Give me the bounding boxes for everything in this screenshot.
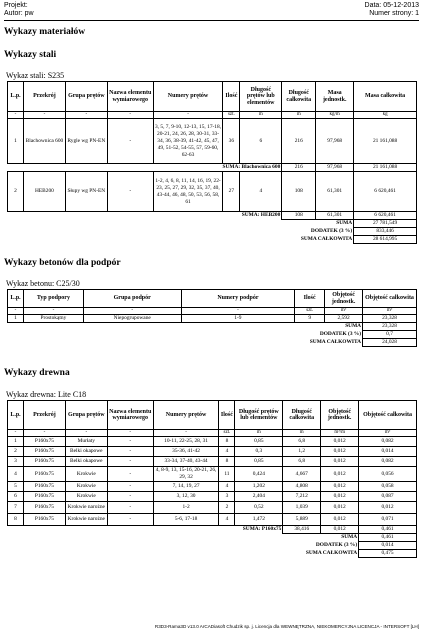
cell-unit-volume: 0,012: [321, 467, 359, 482]
cell-bars: 3, 12, 30: [153, 492, 219, 502]
unit-cell: -: [65, 430, 107, 437]
cell-name: -: [107, 119, 153, 164]
cell-qty: 2: [219, 502, 235, 514]
subtotal-label: SUMA: Blachownica 600: [222, 164, 281, 170]
cell-section: P160x75: [23, 467, 65, 482]
cell-qty: 27: [223, 172, 240, 212]
cell-name: -: [107, 437, 153, 447]
col-header: Grupa podpór: [83, 290, 181, 308]
author-label: Autor: pw: [4, 10, 34, 17]
table-row: [8, 457, 417, 467]
summary-row: [8, 236, 417, 244]
cell-section: P160x75: [23, 447, 65, 457]
cell-bars: 35-36, 41-42: [153, 447, 219, 457]
cell-qty: 4: [219, 447, 235, 457]
cell-lp: 4: [8, 467, 24, 482]
cell-lp: 5: [8, 482, 24, 492]
col-header: Długość całkowita: [283, 401, 321, 430]
subtotal-unit-mass: 61,301: [316, 212, 354, 220]
col-header: Numery prętów: [153, 82, 223, 112]
cell-total-length: 4,808: [283, 482, 321, 492]
unit-cell: m³: [325, 308, 363, 315]
cell-total-length: 1,039: [283, 502, 321, 514]
cell-volume: 0,056: [359, 467, 417, 482]
cell-unit-volume: 0,012: [321, 502, 359, 514]
cell-name: -: [107, 467, 153, 482]
col-header: L.p.: [8, 290, 24, 308]
subtotal-row: [8, 164, 417, 172]
unit-cell: m: [240, 112, 282, 119]
unit-cell: kg/m: [316, 112, 354, 119]
wood-title: Wykazy drewna: [4, 368, 70, 378]
summary-row: [8, 339, 417, 347]
unit-cell: szt.: [223, 112, 240, 119]
cell-name: -: [107, 502, 153, 514]
col-header: Długość prętów lub elementów: [235, 401, 283, 430]
cell-qty: 9: [295, 315, 325, 323]
cell-unit-volume: 2,592: [325, 315, 363, 323]
unit-cell: -: [107, 430, 153, 437]
date-label: Data: 05-12-2013: [364, 2, 419, 9]
col-header: Numery prętów: [153, 401, 219, 430]
steel-title: Wykazy stali: [4, 50, 57, 60]
cell-numbers: 1-9: [181, 315, 295, 323]
summary-label: SUMA CAŁKOWITA: [305, 550, 358, 556]
subtotal-mass: 21 161,088: [354, 164, 417, 172]
subtotal-label: SUMA: HEB200: [241, 212, 281, 219]
subtotal-row: [8, 212, 417, 220]
concrete-caption: Wykaz betonu: C25/30: [6, 279, 80, 288]
wood-caption: Wykaz drewna: Lite C18: [6, 390, 87, 399]
cell-section: P160x75: [23, 457, 65, 467]
cell-bars: 5-6, 17-18: [153, 514, 219, 526]
cell-length: 4: [240, 172, 282, 212]
col-header: Objętość całkowita: [359, 401, 417, 430]
summary-row: [8, 331, 417, 339]
cell-length: 1,202: [235, 482, 283, 492]
col-header: Objętość jednostk.: [325, 290, 363, 308]
table-row: [8, 172, 417, 212]
unit-cell: m³: [363, 308, 417, 315]
col-header: Objętość całkowita: [363, 290, 417, 308]
col-header: Nazwa elementu wymiarowego: [107, 82, 153, 112]
cell-section: Blachownica 600: [23, 119, 65, 164]
cell-length: 0,85: [235, 457, 283, 467]
cell-group: Belki okapowe: [65, 457, 107, 467]
unit-cell: -: [153, 112, 223, 119]
summary-value: 0,475: [359, 550, 417, 558]
unit-cell: -: [23, 430, 65, 437]
cell-qty: 8: [219, 437, 235, 447]
cell-volume: 23,328: [363, 315, 417, 323]
summary-label: SUMA: [341, 534, 358, 541]
cell-lp: 7: [8, 502, 24, 514]
unit-cell: -: [23, 308, 83, 315]
cell-volume: 0,071: [359, 514, 417, 526]
summary-label: SUMA: [345, 323, 362, 330]
cell-length: 0,424: [235, 467, 283, 482]
col-header: Numery podpór: [181, 290, 295, 308]
summary-value: 24,028: [363, 339, 417, 347]
col-header: Ilość: [219, 401, 235, 430]
cell-section: P160x75: [23, 514, 65, 526]
header-divider: [4, 20, 419, 21]
cell-bars: 33-34, 37-40, 43-44: [153, 457, 219, 467]
subtotal-volume: 0,461: [359, 526, 417, 534]
cell-lp: 3: [8, 457, 24, 467]
cell-bars: 1-2: [153, 502, 219, 514]
summary-row: [8, 534, 417, 542]
cell-section: P160x75: [23, 502, 65, 514]
concrete-title: Wykazy betonów dla podpór: [4, 258, 121, 268]
cell-total-length: 7,212: [283, 492, 321, 502]
cell-total-length: 1,2: [283, 447, 321, 457]
cell-qty: 3: [219, 492, 235, 502]
summary-row: [8, 220, 417, 228]
project-label: Projekt:: [4, 2, 28, 9]
cell-name: -: [107, 514, 153, 526]
cell-type: Prostokątny: [23, 315, 83, 323]
cell-name: -: [107, 457, 153, 467]
unit-cell: -: [8, 308, 24, 315]
summary-label: DODATEK (3 %): [310, 228, 353, 234]
page-footer: R3D3-Rama3D v13.0 ArCADiasoft Chudzik sp. j. Licencja dla WEWNĘTRZNA, NIEKOMERCYJNA LICENCJA - INTERSOFT [LH]: [154, 624, 419, 629]
col-header: Długość prętów lub elementów: [240, 82, 282, 112]
cell-length: 0,52: [235, 502, 283, 514]
cell-volume: 0,014: [359, 447, 417, 457]
cell-bars: 1-2, 4, 6, 8, 11, 14, 16, 19, 22-23, 25, 27, 29, 32, 35, 37, 40, 43-44, 46, 48, 50, 53, 56, 58, 61: [153, 172, 223, 212]
cell-group: Rygle wg PN-EN: [65, 119, 107, 164]
cell-group: Krokwie narożne: [65, 502, 107, 514]
subtotal-unit-volume: 0,012: [321, 526, 359, 534]
cell-volume: 0,082: [359, 457, 417, 467]
cell-group: Słupy wg PN-EN: [65, 172, 107, 212]
cell-lp: 1: [8, 315, 24, 323]
col-header: Grupa prętów: [65, 401, 107, 430]
cell-lp: 8: [8, 514, 24, 526]
cell-section: P160x75: [23, 492, 65, 502]
summary-row: [8, 323, 417, 331]
unit-cell: -: [107, 112, 153, 119]
cell-qty: 36: [223, 119, 240, 164]
cell-qty: 8: [219, 457, 235, 467]
table-row: [8, 492, 417, 502]
cell-bars: 3, 5, 7, 9-10, 12-13, 15, 17-18, 20-21, 24, 26, 28, 30-31, 33-34, 36, 38-39, 41-42, 45, 47, 49, 51-52, 54-55, 57, 59-60, 62-63: [153, 119, 223, 164]
unit-cell: m³: [359, 430, 417, 437]
summary-value: 833,446: [354, 228, 417, 236]
unit-cell: -: [23, 112, 65, 119]
unit-cell: m: [283, 430, 321, 437]
cell-name: -: [107, 492, 153, 502]
table-row: [8, 467, 417, 482]
table-row: [8, 482, 417, 492]
summary-label: SUMA CAŁKOWITA: [309, 339, 362, 345]
cell-lp: 2: [8, 172, 24, 212]
summary-label: SUMA CAŁKOWITA: [300, 236, 353, 242]
cell-length: 2,404: [235, 492, 283, 502]
cell-length: 0,3: [235, 447, 283, 457]
cell-unit-volume: 0,012: [321, 482, 359, 492]
table-row: [8, 437, 417, 447]
subtotal-row: [8, 526, 417, 534]
cell-length: 0,85: [235, 437, 283, 447]
cell-unit-volume: 0,012: [321, 492, 359, 502]
cell-group: Murłaty: [65, 437, 107, 447]
unit-cell: -: [8, 430, 24, 437]
summary-value: 0,7: [363, 331, 417, 339]
cell-unit-volume: 0,012: [321, 514, 359, 526]
subtotal-length: 38,416: [283, 526, 321, 534]
cell-qty: 11: [219, 467, 235, 482]
materials-title: Wykazy materiałów: [4, 27, 86, 37]
col-header: Przekrój: [23, 401, 65, 430]
cell-volume: 0,082: [359, 437, 417, 447]
cell-mass: 21 161,088: [354, 119, 417, 164]
cell-length: 1,472: [235, 514, 283, 526]
unit-cell: -: [153, 430, 219, 437]
unit-cell: szt.: [295, 308, 325, 315]
summary-value: 0,014: [359, 542, 417, 550]
subtotal-length: 108: [282, 212, 316, 220]
summary-value: 28 614,995: [354, 236, 417, 244]
unit-cell: m: [282, 112, 316, 119]
cell-unit-volume: 0,012: [321, 457, 359, 467]
col-header: Masa jednostk.: [316, 82, 354, 112]
cell-total-length: 108: [282, 172, 316, 212]
table-row: [8, 447, 417, 457]
concrete-table: [7, 289, 417, 347]
cell-group: Krokwie narożne: [65, 514, 107, 526]
summary-label: SUMA: [336, 220, 353, 227]
cell-name: -: [107, 172, 153, 212]
cell-total-length: 4,667: [283, 467, 321, 482]
summary-row: [8, 228, 417, 236]
col-header: Nazwa elementu wymiarowego: [107, 401, 153, 430]
unit-cell: -: [83, 308, 181, 315]
col-header: Ilość: [295, 290, 325, 308]
summary-row: [8, 542, 417, 550]
col-header: Długość całkowita: [282, 82, 316, 112]
summary-value: 0,461: [359, 534, 417, 542]
table-row: [8, 119, 417, 164]
unit-cell: szt.: [219, 430, 235, 437]
cell-bars: 4, 8-9, 13, 15-16, 20-21, 26, 29, 32: [153, 467, 219, 482]
col-header: Masa całkowita: [354, 82, 417, 112]
unit-cell: kg: [354, 112, 417, 119]
cell-bars: 10-11, 22-25, 28, 31: [153, 437, 219, 447]
cell-unit-mass: 97,968: [316, 119, 354, 164]
summary-value: 23,328: [363, 323, 417, 331]
cell-lp: 1: [8, 437, 24, 447]
cell-group: Krokwie: [65, 482, 107, 492]
subtotal-length: 216: [282, 164, 316, 172]
cell-unit-volume: 0,012: [321, 437, 359, 447]
cell-total-length: 5,889: [283, 514, 321, 526]
unit-cell: -: [8, 112, 24, 119]
unit-cell: -: [65, 112, 107, 119]
subtotal-unit-mass: 97,968: [316, 164, 354, 172]
unit-cell: -: [181, 308, 295, 315]
cell-total-length: 6,8: [283, 437, 321, 447]
cell-length: 6: [240, 119, 282, 164]
col-header: Przekrój: [23, 82, 65, 112]
cell-volume: 0,012: [359, 502, 417, 514]
cell-qty: 4: [219, 514, 235, 526]
table-row: [8, 315, 417, 323]
wood-table: [7, 400, 417, 558]
cell-lp: 2: [8, 447, 24, 457]
cell-qty: 4: [219, 482, 235, 492]
cell-section: P160x75: [23, 482, 65, 492]
cell-group: Krokwie: [65, 492, 107, 502]
subtotal-mass: 6 620,461: [354, 212, 417, 220]
col-header: L.p.: [8, 82, 24, 112]
cell-group: Krokwie: [65, 467, 107, 482]
cell-name: -: [107, 482, 153, 492]
subtotal-label: SUMA: P160x75: [242, 526, 282, 533]
summary-value: 27 781,549: [354, 220, 417, 228]
table-row: [8, 502, 417, 514]
col-header: Objętość jednostk.: [321, 401, 359, 430]
summary-label: DODATEK (3 %): [315, 542, 358, 548]
cell-bars: 7, 14, 19, 27: [153, 482, 219, 492]
cell-unit-volume: 0,012: [321, 447, 359, 457]
steel-caption: Wykaz stali: S235: [6, 71, 65, 80]
cell-total-length: 216: [282, 119, 316, 164]
steel-table: [7, 81, 417, 244]
table-row: [8, 514, 417, 526]
summary-row: [8, 550, 417, 558]
cell-mass: 6 620,461: [354, 172, 417, 212]
cell-total-length: 6,8: [283, 457, 321, 467]
page-number: Numer strony: 1: [369, 10, 419, 17]
cell-unit-mass: 61,301: [316, 172, 354, 212]
summary-label: DODATEK (3 %): [319, 331, 362, 337]
col-header: Typ podpory: [23, 290, 83, 308]
unit-cell: m³/m: [321, 430, 359, 437]
cell-lp: 6: [8, 492, 24, 502]
cell-volume: 0,058: [359, 482, 417, 492]
cell-section: P160x75: [23, 437, 65, 447]
cell-section: HEB200: [23, 172, 65, 212]
cell-lp: 1: [8, 119, 24, 164]
cell-group: Belki okapowe: [65, 447, 107, 457]
col-header: Ilość: [223, 82, 240, 112]
col-header: L.p.: [8, 401, 24, 430]
cell-group: Niepogrupowane: [83, 315, 181, 323]
cell-name: -: [107, 447, 153, 457]
unit-cell: m: [235, 430, 283, 437]
col-header: Grupa prętów: [65, 82, 107, 112]
cell-volume: 0,087: [359, 492, 417, 502]
